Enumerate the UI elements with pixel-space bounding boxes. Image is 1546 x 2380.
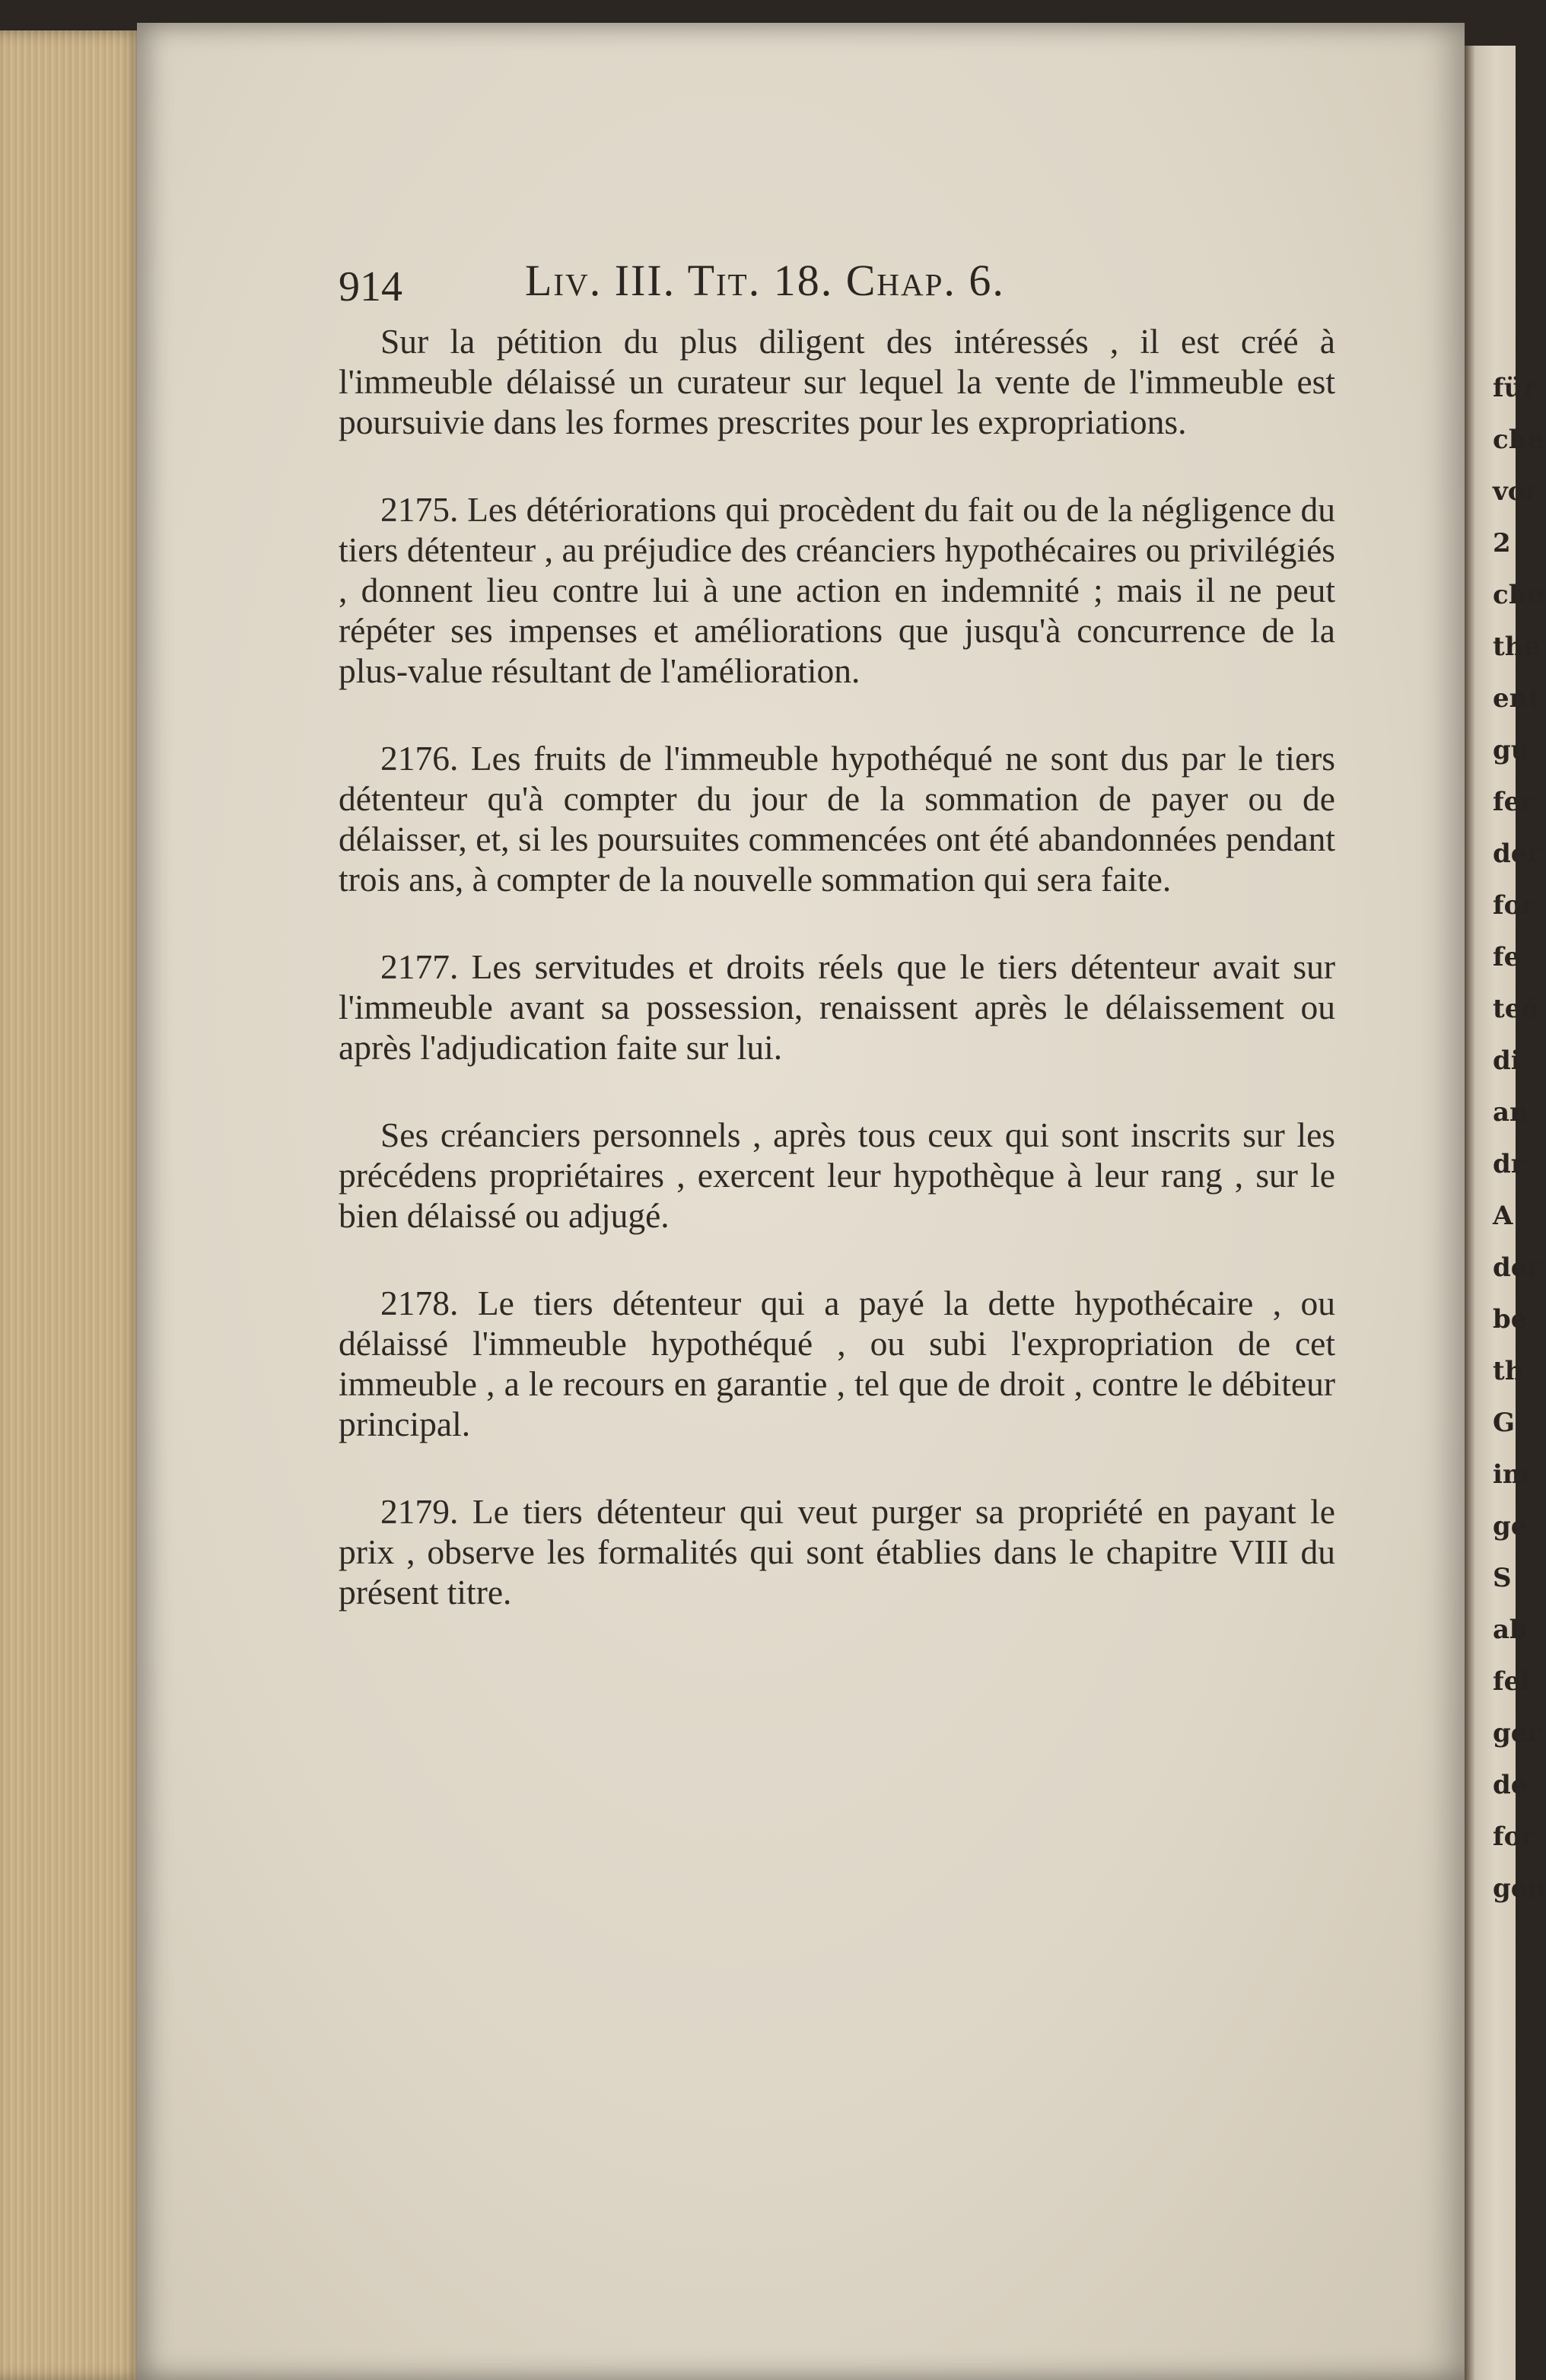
paragraph [339,1491,1335,1612]
facing-page-fragment: teé [1493,994,1538,1024]
facing-page-fragment: dr [1493,1149,1525,1179]
facing-page-fragment: for [1493,890,1535,921]
paragraph-text: Les servitudes et droits réels que le tiers détenteur avait sur l'immeuble avant sa possession, renaissent après le délaissement ou après l'adjudication faite sur lui. [339,947,1335,1067]
facing-page-fragment: che [1493,580,1544,610]
paragraph-text: Le tiers détenteur qui a payé la dette hypothécaire , ou délaissé l'immeuble hypothéqué , ou subi l'expropriation de cet immeuble , a le recours en garantie , tel que de droit , contre le débiteur principal. [339,1284,1336,1443]
paragraph-text: Les détériorations qui procèdent du fait ou de la négligence du tiers détenteur , au préjudice des créanciers hypothécaires ou privilégiés , donnent lieu contre lui à une action en indemnité ; mais il ne peut répéter ses impenses et améliorations que jusqu'à concurrence de la plus-value résultant de l'amélioration. [339,490,1336,690]
facing-page-fragment: S [1493,1563,1512,1593]
facing-page-fragment: im [1493,1459,1530,1490]
book-page-edges [0,30,145,2380]
page-body [339,321,1335,1612]
facing-page-fragment: an [1493,1097,1529,1128]
article-number: 2176. [380,739,459,778]
facing-page-fragment: ger [1493,1718,1541,1748]
running-head [339,255,1335,316]
paragraph-text: Sur la pétition du plus diligent des intéressés , il est créé à l'immeuble délaissé un curateur sur lequel la vente de l'immeuble est poursuivie dans les formes prescrites pour les expropriations. [339,322,1335,441]
article-number: 2179. [380,1492,459,1531]
facing-page-fragment: be [1493,1304,1528,1335]
paragraph [339,321,1335,442]
facing-page-fragment: fe [1493,942,1521,972]
facing-page-fragment: 2 [1493,528,1511,558]
facing-page-fragment: ab [1493,1615,1528,1645]
facing-page-fragment: for [1493,1822,1535,1852]
article-number: 2178. [380,1284,459,1322]
facing-page-fragment: ent [1493,683,1541,714]
paragraph [339,1115,1335,1236]
facing-page-fragment: di [1493,1045,1521,1076]
paragraph [339,947,1335,1068]
facing-page-fragment: ge [1493,1511,1528,1542]
facing-page-fragment: gen [1493,1873,1546,1904]
article-number: 2177. [380,947,459,986]
facing-page-fragment: de [1493,1770,1528,1800]
facing-page-fragment: the [1493,632,1541,662]
facing-page-fragment: der [1493,838,1541,869]
paragraph [339,1283,1335,1444]
chapter-heading: Liv. III. Tit. 18. Chap. 6. [525,256,1005,305]
facing-page-fragment: G [1493,1408,1516,1438]
facing-page-fragment: vor [1493,476,1539,507]
facing-page-fragment: gu [1493,735,1530,765]
facing-page-fragment: th [1493,1356,1524,1386]
article-number: 2175. [380,490,459,529]
facing-page-fragment: für [1493,373,1537,403]
facing-page-fragment: fel [1493,1666,1531,1697]
paragraph-text: Ses créanciers personnels , après tous ceux qui sont inscrits sur les précédens propriétaires , exercent leur hypothèque à leur rang , sur le bien délaissé ou adjugé. [339,1115,1335,1235]
paragraph-text: Les fruits de l'immeuble hypothéqué ne sont dus par le tiers détenteur qu'à compter du jour de la sommation de payer ou de délaisser, et, si les poursuites commencées ont été abandonnées pendant trois ans, à compter de la nouvelle sommation qui sera faite. [339,739,1336,899]
facing-page-fragment: fer [1493,787,1535,817]
paragraph [339,738,1335,899]
paragraph [339,489,1335,691]
facing-page-fragment: der [1493,1252,1541,1283]
facing-page-fragment: A [1493,1201,1513,1231]
facing-page-fragment: che [1493,425,1544,455]
page-number: 914 [339,263,402,310]
paragraph-text: Le tiers détenteur qui veut purger sa propriété en payant le prix , observe les formalités qui sont établies dans le chapitre VIII du présent titre. [339,1492,1335,1612]
